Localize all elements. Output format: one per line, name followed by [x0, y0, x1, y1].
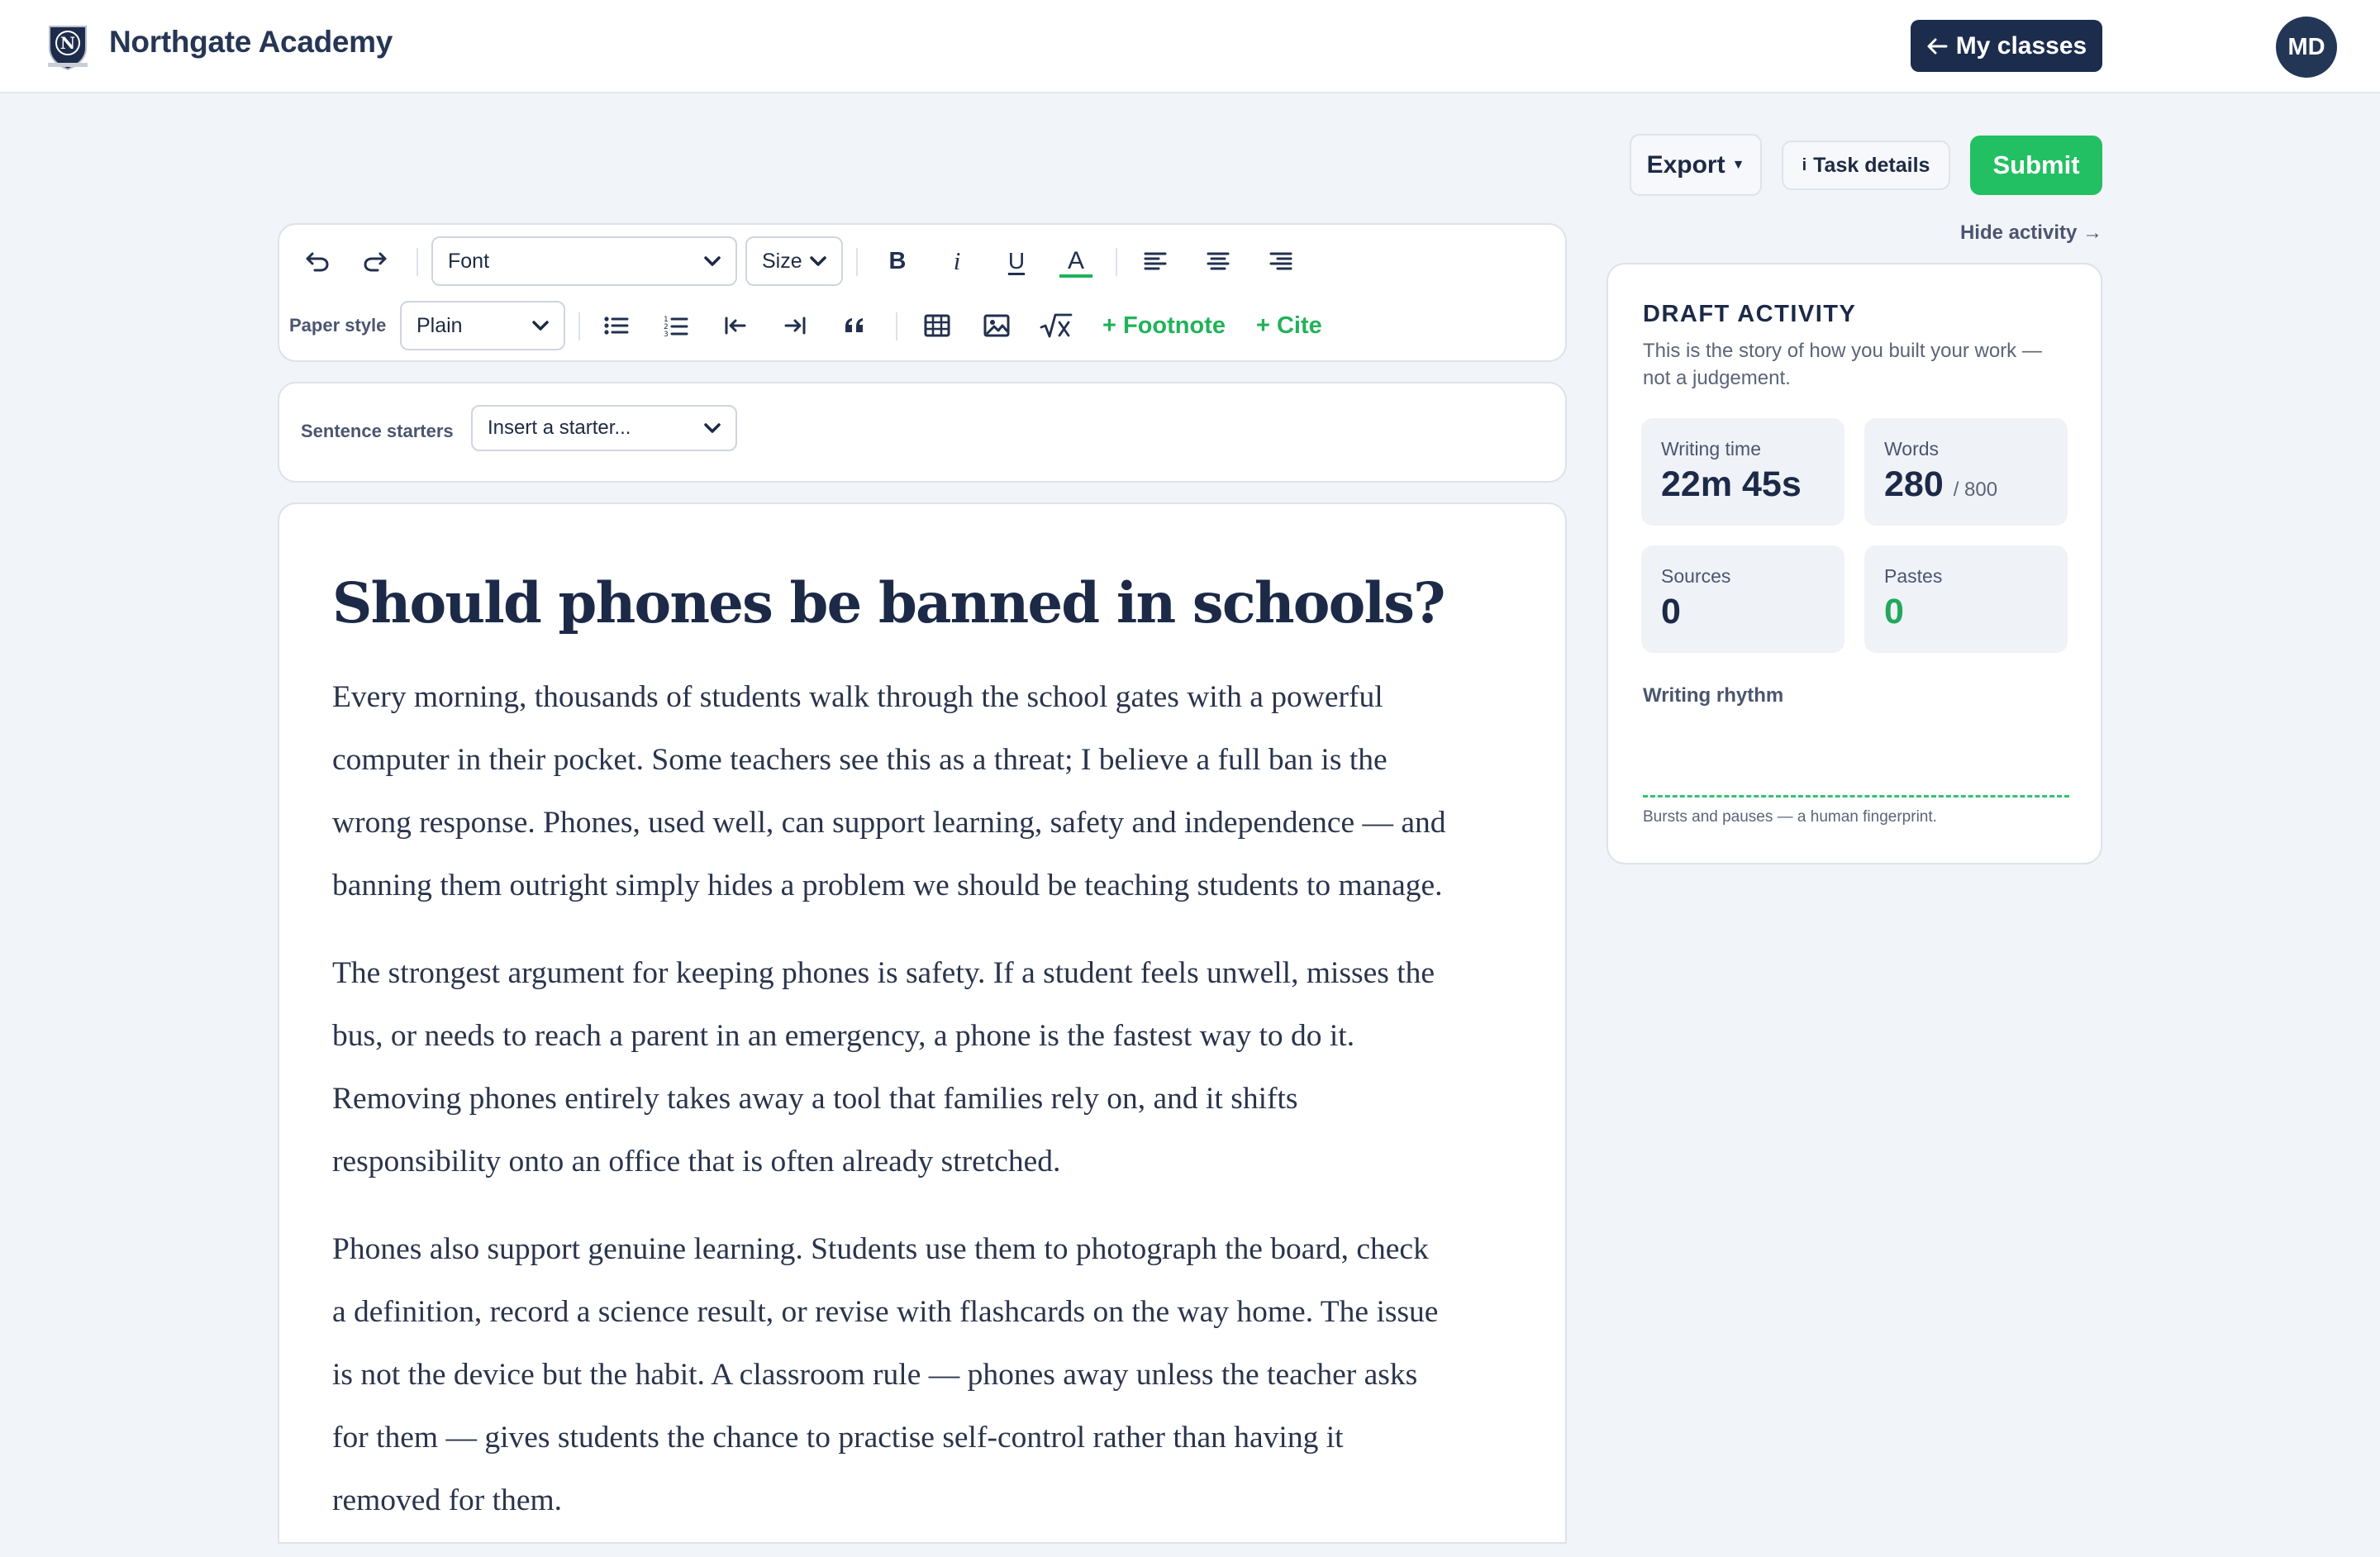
my-classes-label: My classes [1955, 31, 2087, 60]
text-line: The strongest argument for keeping phones is safety. If a student feels unwell, misses the [332, 956, 1435, 990]
chevron-down-icon [704, 255, 721, 267]
sentence-starter-value: Insert a starter... [488, 417, 631, 439]
chevron-down-icon [532, 320, 549, 331]
svg-text:2: 2 [664, 323, 669, 331]
words-target: / 800 [1953, 479, 1998, 501]
undo-icon[interactable] [296, 236, 339, 286]
text-line: Removing phones entirely takes away a tool that families rely on, and it shifts [332, 1082, 1298, 1116]
export-label: Export [1646, 150, 1726, 179]
text-line: bus, or needs to reach a parent in an emergency, a phone is the fastest way to do it. [332, 1019, 1355, 1053]
stat-label: Writing time [1661, 438, 1761, 459]
writing-rhythm-label: Writing rhythm [1643, 684, 1784, 707]
toolbar-divider [416, 248, 418, 276]
arrow-left-icon [1926, 37, 1948, 55]
hide-activity-link[interactable]: Hide activity → [1959, 221, 2102, 244]
paragraph[interactable] [332, 666, 1522, 917]
caret-down-icon: ▼ [1731, 157, 1745, 172]
editor-toolbar [278, 223, 1567, 362]
quote-icon[interactable] [833, 301, 876, 350]
task-details-button[interactable] [1782, 140, 1950, 190]
paper-style-value: Plain [416, 313, 463, 337]
writing-rhythm-caption: Bursts and pauses — a human fingerprint. [1643, 808, 1937, 826]
stat-value: 22m 45s [1661, 464, 1802, 504]
my-classes-button[interactable] [1911, 20, 2102, 72]
redo-icon[interactable] [354, 236, 397, 286]
toolbar-divider [856, 248, 858, 276]
image-icon[interactable] [975, 301, 1018, 350]
export-button[interactable] [1630, 134, 1762, 196]
indent-icon[interactable] [774, 301, 816, 350]
align-left-icon[interactable] [1134, 236, 1177, 286]
writing-time-stat [1641, 418, 1844, 526]
equation-icon[interactable] [1035, 301, 1078, 350]
svg-text:N: N [60, 33, 76, 53]
text-color-button[interactable] [1054, 236, 1097, 286]
text-line: a definition, record a science result, or revise with flashcards on the way home. The issue [332, 1295, 1439, 1329]
font-select-value: Font [448, 249, 490, 273]
text-line: for them — gives students the chance to practise self-control rather than having it [332, 1421, 1344, 1455]
stat-value: 0 [1884, 592, 1904, 631]
chevron-down-icon [704, 422, 721, 434]
info-icon: i [1802, 155, 1807, 174]
size-select-value: Size [762, 249, 802, 273]
bullet-list-icon[interactable] [595, 301, 638, 350]
words-count: 280 [1884, 464, 1944, 504]
sentence-starters-bar [278, 382, 1567, 483]
draft-activity-panel [1606, 263, 2102, 864]
toolbar-divider [1116, 248, 1117, 276]
toolbar-row-1 [279, 236, 1565, 286]
align-right-icon[interactable] [1259, 236, 1302, 286]
text-line: is not the device but the habit. A classroom rule — phones away unless the teacher asks [332, 1358, 1418, 1392]
school-crest-logo[interactable] [43, 20, 93, 73]
paragraph[interactable] [332, 942, 1522, 1193]
text-line: removed for them. [332, 1483, 563, 1517]
stat-value [1884, 464, 1997, 505]
align-center-icon[interactable] [1197, 236, 1240, 286]
writing-rhythm-baseline [1643, 795, 2069, 798]
stat-value: 0 [1661, 592, 1681, 631]
text-color-swatch [1059, 274, 1092, 278]
brand-name: Northgate Academy [109, 25, 393, 59]
text-line: responsibility onto an office that is often already stretched. [332, 1145, 1061, 1178]
font-select[interactable] [431, 236, 737, 286]
paper-style-select[interactable] [400, 301, 565, 350]
pastes-stat [1864, 545, 2068, 653]
italic-button[interactable]: i [953, 246, 961, 275]
underline-button[interactable]: U [1007, 248, 1026, 274]
document-body[interactable] [332, 666, 1522, 1557]
top-bar [0, 0, 2380, 93]
text-line: computer in their pocket. Some teachers see this as a threat; I believe a full ban is the [332, 743, 1388, 777]
add-cite-button[interactable]: + Cite [1256, 312, 1322, 339]
svg-text:3: 3 [664, 331, 669, 339]
toolbar-row-2 [279, 301, 1565, 350]
text-color-label: A [1067, 247, 1084, 274]
size-select[interactable] [745, 236, 843, 286]
document-title[interactable]: Should phones be banned in schools? [332, 570, 1445, 636]
bold-button[interactable]: B [888, 247, 907, 274]
stat-label: Pastes [1884, 565, 1943, 587]
outdent-icon[interactable] [714, 301, 757, 350]
avatar[interactable]: MD [2276, 17, 2337, 78]
svg-text:1: 1 [664, 316, 669, 324]
activity-title: DRAFT ACTIVITY [1643, 301, 1857, 327]
sources-stat [1641, 545, 1844, 653]
document-editor[interactable] [278, 502, 1567, 1544]
numbered-list-icon[interactable] [654, 301, 697, 350]
sentence-starter-select[interactable] [471, 405, 737, 451]
text-line: wrong response. Phones, used well, can support learning, safety and independence — and [332, 806, 1446, 840]
paper-style-label: Paper style [289, 315, 387, 336]
activity-subtitle: This is the story of how you built your work — not a judgement. [1643, 340, 2042, 389]
stat-label: Words [1884, 438, 1940, 459]
chevron-down-icon [810, 255, 826, 267]
paragraph[interactable] [332, 1218, 1522, 1532]
text-line: Every morning, thousands of students walk through the school gates with a powerful [332, 680, 1383, 714]
text-line: Phones also support genuine learning. Students use them to photograph the board, check [332, 1232, 1429, 1266]
words-stat [1864, 418, 2068, 526]
submit-button[interactable]: Submit [1970, 136, 2102, 195]
task-details-label: Task details [1813, 153, 1930, 177]
sentence-starters-label: Sentence starters [301, 421, 454, 441]
toolbar-divider [578, 312, 580, 340]
text-line: banning them outright simply hides a problem we should be teaching students to manage. [332, 869, 1443, 902]
add-footnote-button[interactable]: + Footnote [1102, 312, 1226, 339]
toolbar-divider [896, 312, 897, 340]
table-icon[interactable] [916, 301, 959, 350]
stat-label: Sources [1661, 565, 1731, 587]
